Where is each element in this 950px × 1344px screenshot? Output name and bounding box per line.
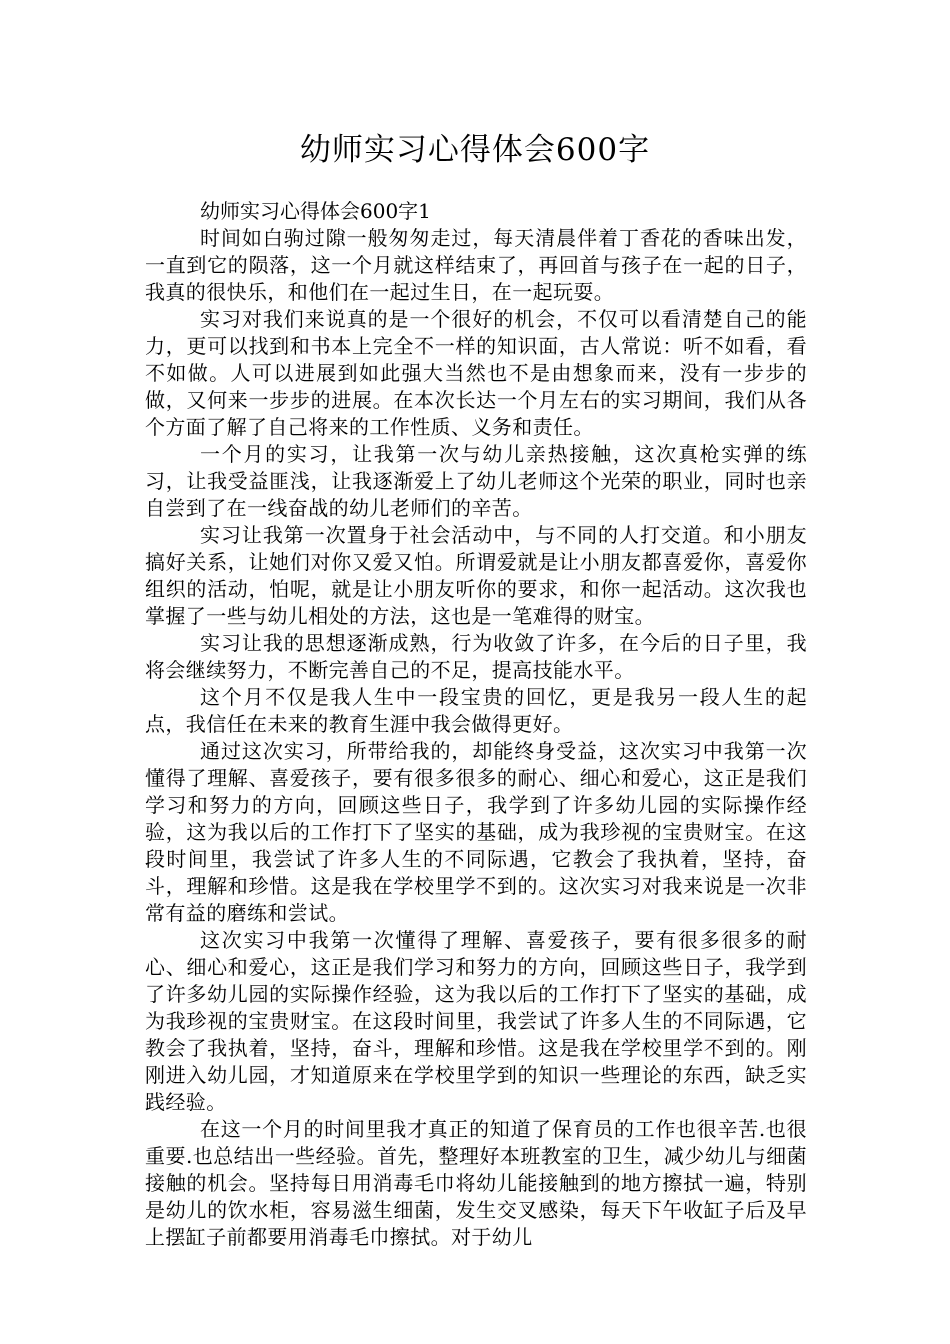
paragraph: 这个月不仅是我人生中一段宝贵的回忆，更是我另一段人生的起点，我信任在未来的教育生涯中我会做得更好。	[145, 685, 807, 736]
paragraph: 实习让我第一次置身于社会活动中，与不同的人打交道。和小朋友搞好关系，让她们对你又爱又怕。所谓爱就是让小朋友都喜爱你，喜爱你组织的活动，怕呢，就是让小朋友听你的要求，和你一起活动。这次我也掌握了一些与幼儿相处的方法，这也是一笔难得的财宝。	[145, 523, 807, 628]
paragraph: 实习对我们来说真的是一个很好的机会，不仅可以看清楚自己的能力，更可以找到和书本上完全不一样的知识面，古人常说：听不如看，看不如做。人可以进展到如此强大当然也不是由想象而来，没有一步步的做，又何来一步步的进展。在本次长达一个月左右的实习期间，我们从各个方面了解了自己将来的工作性质、义务和责任。	[145, 307, 807, 439]
document-body	[145, 198, 807, 1251]
paragraph: 在这一个月的时间里我才真正的知道了保育员的工作也很辛苦.也很重要.也总结出一些经验。首先，整理好本班教室的卫生，减少幼儿与细菌接触的机会。坚持每日用消毒毛巾将幼儿能接触到的地方擦拭一遍，特别是幼儿的饮水柜，容易滋生细菌，发生交叉感染，每天下午收缸子后及早上摆缸子前都要用消毒毛巾擦拭。对于幼儿	[145, 1117, 807, 1249]
document-title: 幼师实习心得体会600字	[299, 132, 651, 168]
paragraph: 一个月的实习，让我第一次与幼儿亲热接触，这次真枪实弹的练习，让我受益匪浅，让我逐渐爱上了幼儿老师这个光荣的职业，同时也亲自尝到了在一线奋战的幼儿老师们的辛苦。	[145, 442, 807, 520]
paragraph: 这次实习中我第一次懂得了理解、喜爱孩子，要有很多很多的耐心、细心和爱心，这正是我们学习和努力的方向，回顾这些日子，我学到了许多幼儿园的实际操作经验，这为我以后的工作打下了坚实的基础，成为我珍视的宝贵财宝。在这段时间里，我尝试了许多人生的不同际遇，它教会了我执着，坚持，奋斗，理解和珍惜。这是我在学校里学不到的。刚刚进入幼儿园，才知道原来在学校里学到的知识一些理论的东西，缺乏实践经验。	[145, 928, 807, 1114]
paragraph: 实习让我的思想逐渐成熟，行为收敛了许多，在今后的日子里，我将会继续努力，不断完善自己的不足，提高技能水平。	[145, 631, 807, 682]
section-heading: 幼师实习心得体会600字1	[200, 199, 431, 223]
paragraph: 时间如白驹过隙一般匆匆走过，每天清晨伴着丁香花的香味出发，一直到它的陨落，这一个月就这样结束了，再回首与孩子在一起的日子，我真的很快乐，和他们在一起过生日，在一起玩耍。	[145, 226, 807, 304]
paragraph: 通过这次实习，所带给我的，却能终身受益，这次实习中我第一次懂得了理解、喜爱孩子，要有很多很多的耐心、细心和爱心，这正是我们学习和努力的方向，回顾这些日子，我学到了许多幼儿园的实际操作经验，这为我以后的工作打下了坚实的基础，成为我珍视的宝贵财宝。在这段时间里，我尝试了许多人生的不同际遇，它教会了我执着，坚持，奋斗，理解和珍惜。这是我在学校里学不到的。这次实习对我来说是一次非常有益的磨练和尝试。	[145, 739, 807, 925]
